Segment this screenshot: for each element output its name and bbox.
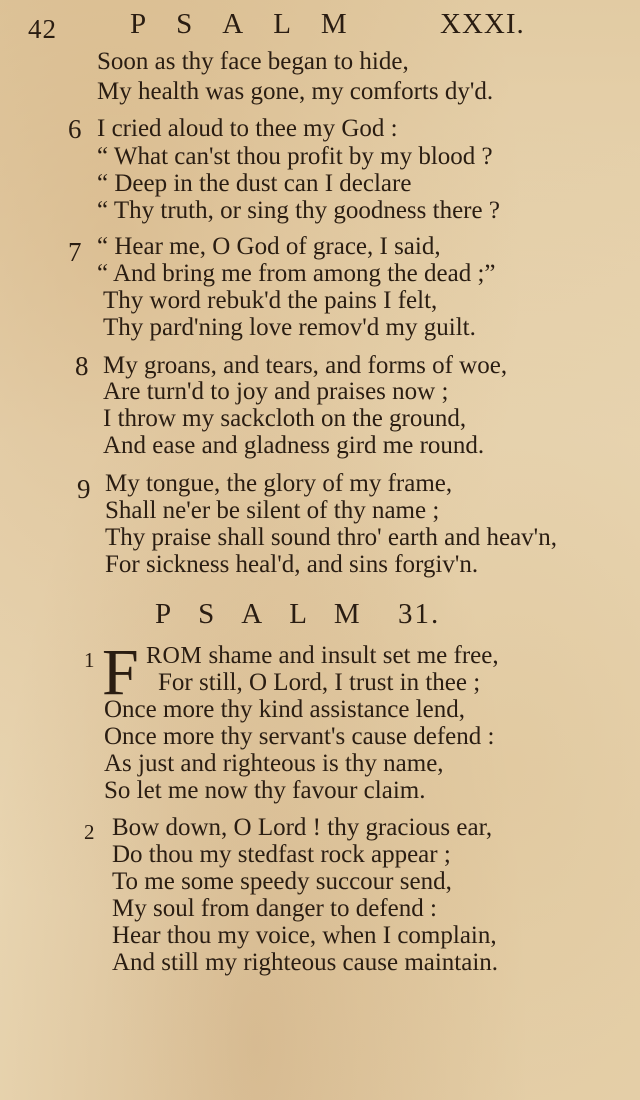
verse-line: Soon as thy face began to hide, [97,48,409,75]
verse-line: My tongue, the glory of my frame, [105,470,453,497]
stanza-number: 9 [77,474,91,504]
stanza-number: 2 [84,820,95,844]
stanza-number: 6 [68,114,82,144]
verse-line: Once more thy kind assistance lend, [104,696,466,723]
stanza-number: 8 [75,351,89,381]
verse-line: For still, O Lord, I trust in thee ; [158,669,481,696]
verse-line: I cried aloud to thee my God : [97,115,398,142]
verse-line: Bow down, O Lord ! thy gracious ear, [112,814,493,841]
verse-line: “ Deep in the dust can I declare [97,170,412,197]
verse-line: Do thou my stedfast rock appear ; [112,841,451,868]
verse-line: “ What can'st thou profit by my blood ? [97,143,493,170]
verse-line [146,642,499,670]
verse-line: My health was gone, my comforts dy'd. [97,78,494,105]
verse-line: Thy pard'ning love remov'd my guilt. [103,314,476,341]
verse-line: Hear thou my voice, when I complain, [112,922,497,949]
verse-line: So let me now thy favour claim. [104,777,426,804]
verse-line: “ Hear me, O God of grace, I said, [97,233,441,260]
verse-line: As just and righteous is thy name, [104,750,444,777]
stanza-number: 7 [68,237,82,267]
verse-line: I throw my sackcloth on the ground, [103,405,467,432]
verse-line: Thy praise shall sound thro' earth and heav'n, [105,524,557,551]
psalm-heading: PSALM [155,598,387,630]
verse-line: Thy word rebuk'd the pains I felt, [103,287,438,314]
verse-line: To me some speedy succour send, [112,868,452,895]
running-title: PSALM [130,8,377,40]
verse-line: Once more thy servant's cause defend : [104,723,495,750]
verse-line: For sickness heal'd, and sins forgiv'n. [105,551,479,578]
verse-line: And ease and gladness gird me round. [103,432,485,459]
page-number: 42 [28,14,57,44]
verse-line: My groans, and tears, and forms of woe, [103,352,508,379]
verse-line: “ And bring me from among the dead ;” [97,260,496,287]
drop-cap: F [102,636,139,709]
first-word-caps: ROM [146,643,203,669]
verse-line: “ Thy truth, or sing thy goodness there ? [97,197,500,224]
psalm-heading-number: 31. [398,598,441,630]
running-head [0,0,640,44]
verse-line-rest: shame and insult set me free, [202,642,499,669]
verse-line: Are turn'd to joy and praises now ; [103,378,449,405]
verse-line: My soul from danger to defend : [112,895,437,922]
stanza-number: 1 [84,648,95,672]
running-psalm-number: XXXI. [440,8,525,40]
verse-line: Shall ne'er be silent of thy name ; [105,497,440,524]
verse-line: And still my righteous cause maintain. [112,949,499,976]
